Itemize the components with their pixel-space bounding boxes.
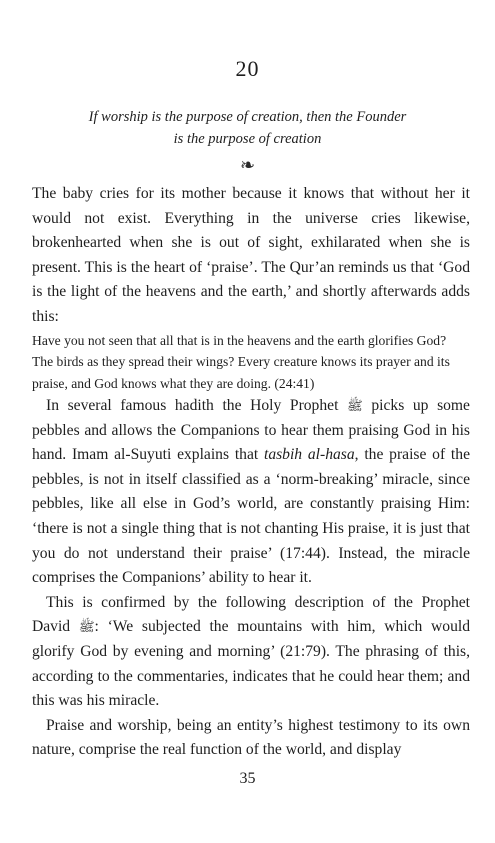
paragraph-3-text-a: This is confirmed by the following description of the Prophet David — [32, 593, 470, 636]
page-number: 35 — [239, 770, 256, 787]
epigraph-line-2: is the purpose of creation — [173, 131, 322, 147]
honorific-icon: ﷺ — [347, 398, 363, 414]
paragraph-2-text-b: picks up some pebbles and allows the Companions to hear them praising God in his hand. Imam al-Suyuti explains that — [32, 397, 470, 464]
honorific-icon: ﷺ — [78, 619, 95, 635]
epigraph-line-1: If worship is the purpose of creation, then the Founder — [88, 109, 407, 125]
paragraph-2-text-a: In several famous hadith the Holy Prophet — [46, 397, 339, 415]
fleuron-ornament-icon: ❧ — [239, 155, 256, 175]
paragraph-2 — [32, 394, 470, 591]
chapter-number: 20 — [235, 56, 260, 81]
paragraph-3 — [32, 591, 470, 714]
paragraph-2-text-c: , the praise of the pebbles, is not in itself classified as a ‘norm-breaking’ miracle, since pebbles, like all else in God’s world, are constantly praising Him: ‘there is not a single thing that is not chanting His praise, it is just that you do not understand their praise’ (17:44). Instead, the miracle comprises the Companions’ ability to hear it. — [32, 446, 470, 587]
paragraph-3-text-b: : ‘We subjected the mountains with him, which would glorify God by evening and morning’ (21:79). The phrasing of this, according to the commentaries, indicates that he could hear them; and this was his miracle. — [32, 618, 470, 710]
paragraph-2-term: tasbih al-hasa — [263, 446, 355, 464]
paragraph-1: The baby cries for its mother because it knows that without her it would not exist. Everything in the universe cries likewise, brokenhearted when she is out of sight, exhilarated when she is present. This is the heart of ‘praise’. The Qur’an reminds us that ‘God is the light of the heavens and the earth,’ and shortly afterwards adds this: — [32, 185, 470, 325]
block-quote: Have you not seen that all that is in the heavens and the earth glorifies God? The birds as they spread their wings? Every creature knows its prayer and its praise, and God knows what they are doing. (24:41) — [32, 332, 450, 391]
paragraph-4: Praise and worship, being an entity’s highest testimony to its own nature, comprise the real function of the world, and display — [32, 716, 470, 759]
body-text — [32, 182, 470, 763]
epigraph — [40, 106, 455, 150]
